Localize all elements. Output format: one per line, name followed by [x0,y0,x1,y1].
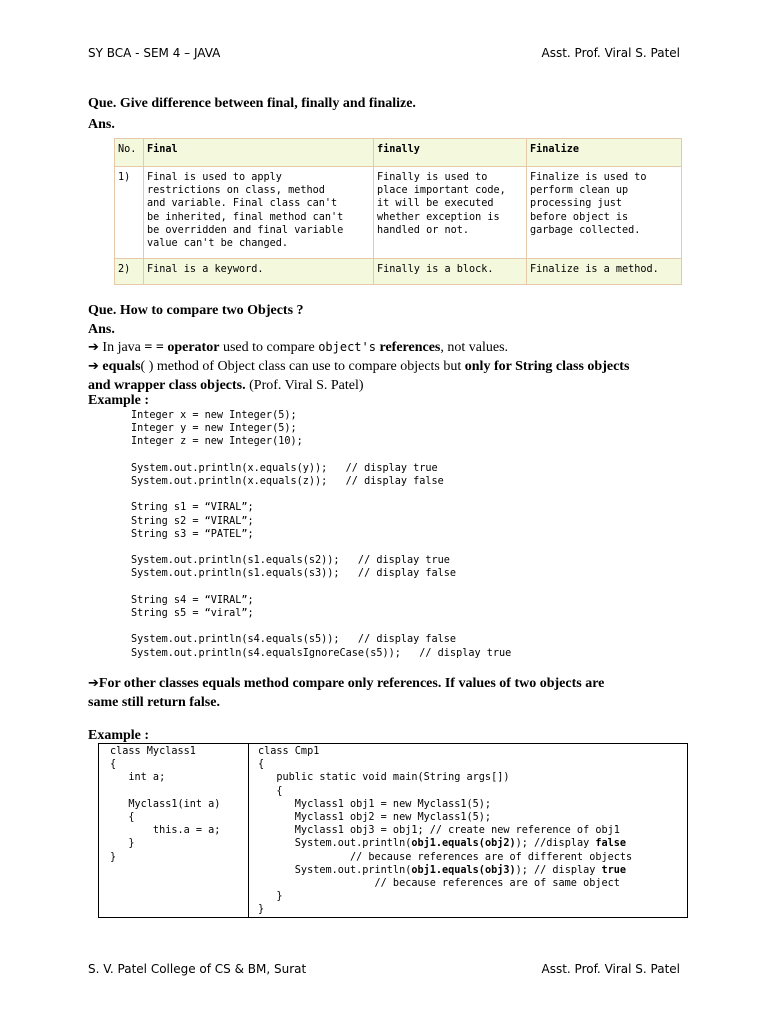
difference-table [114,138,682,285]
table-header-row [115,139,682,167]
question-2: Que. How to compare two Objects ? [88,303,304,318]
table-cell: 1) [115,167,144,259]
answer-label-2: Ans. [88,322,115,337]
table-cell: Finalize is used to perform clean up processing just before object is garbage collected. [527,167,682,259]
table-row [115,167,682,259]
paragraph-operator: ➔ In java = = operator used to compare object's references, not values. [88,340,509,355]
code-example-box [98,743,688,918]
table-cell: Finally is used to place important code, it will be executed whether exception is handled or not. [374,167,527,259]
answer-label-1: Ans. [88,117,115,132]
header-course: SY BCA - SEM 4 – JAVA [88,46,221,60]
table-cell: Finally is a block. [374,259,527,285]
paragraph-equals: ➔ equals( ) method of Object class can use to compare objects but only for String class objects and wrapper class objects. (Prof. Viral S. Patel) [88,359,630,393]
page-header [88,46,680,60]
code-block-equals: Integer x = new Integer(5); Integer y = new Integer(5); Integer z = new Integer(10); System.out.println(x.equals(y)); // display true System.out.println(x.equals(z)); // display false String s1 = “VIRAL”; String s2 = “VIRAL”; String s3 = “PATEL”; System.out.println(s1.equals(s2)); // display true System.out.println(s1.equals(s3)); // display false String s4 = “VIRAL”; String s5 = “viral”; System.out.println(s4.equals(s5)); // display false System.out.println(s4.equalsIgnoreCase(s5)); // display true [131,410,512,659]
code-myclass1: class Myclass1 { int a; Myclass1(int a) { this.a = a; } } [99,744,249,917]
table-header: finally [374,139,527,167]
table-cell: Final is used to apply restrictions on class, method and variable. Final class can't be inherited, final method can't be overridden and final variable value can't be changed. [144,167,374,259]
arrow-icon: ➔ [88,676,99,691]
arrow-icon: ➔ [88,340,99,355]
table-cell: Finalize is a method. [527,259,682,285]
footer-college: S. V. Patel College of CS & BM, Surat [88,962,307,976]
table-cell: Final is a keyword. [144,259,374,285]
header-author: Asst. Prof. Viral S. Patel [541,46,680,60]
question-1: Que. Give difference between final, finally and finalize. [88,96,416,111]
code-cmp1: class Cmp1 { public static void main(String args[]) { Myclass1 obj1 = new Myclass1(5); Myclass1 obj2 = new Myclass1(5); Myclass1 obj3 = obj1; // create new reference of obj1 System.out.println(obj1.equals(obj2)); //display false // because references are of different objects System.out.println(obj1.equals(obj3)); // display true // because references are of same object } } [258,746,633,916]
table-header: Final [144,139,374,167]
arrow-icon: ➔ [88,359,99,374]
example-label-2: Example : [88,728,150,743]
example-label-1: Example : [88,393,150,408]
table-row [115,259,682,285]
footer-author: Asst. Prof. Viral S. Patel [541,962,680,976]
table-header: Finalize [527,139,682,167]
table-cell: 2) [115,259,144,285]
page-footer [88,962,680,976]
paragraph-other-classes: ➔For other classes equals method compare only references. If values of two objects are same still return false. [88,676,605,710]
table-header: No. [115,139,144,167]
